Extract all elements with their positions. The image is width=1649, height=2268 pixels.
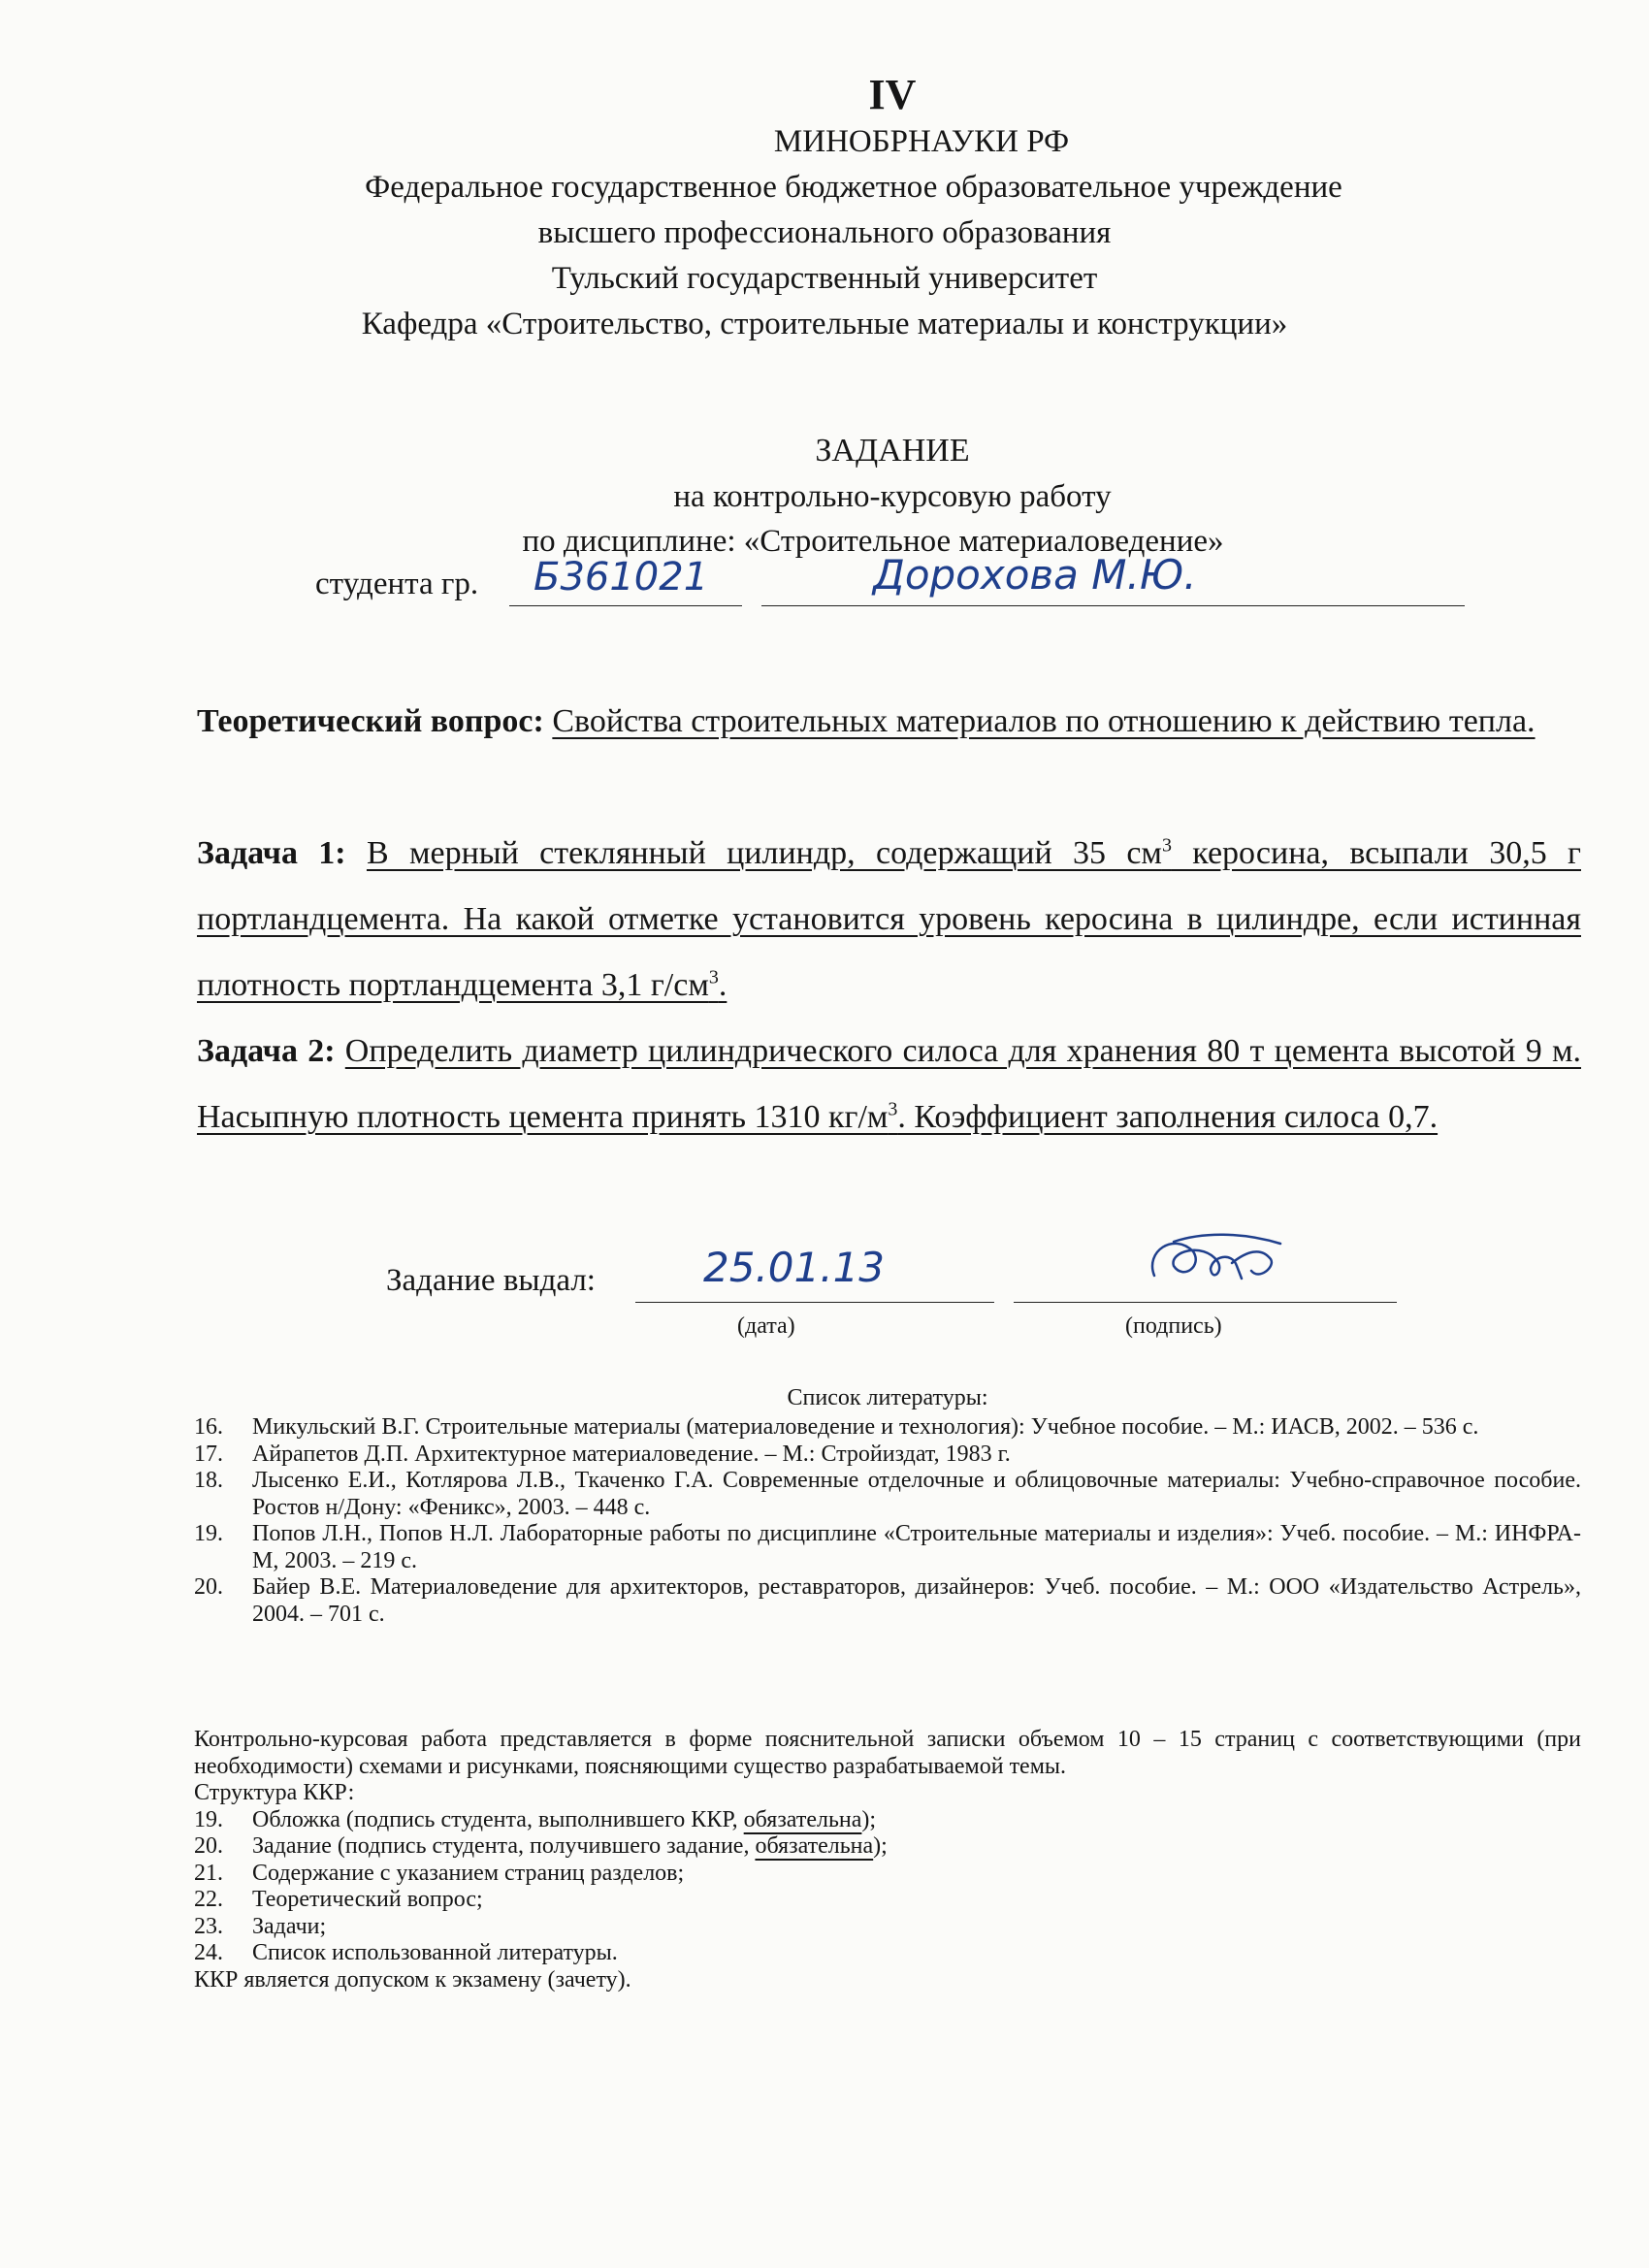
structure-label: Структура ККР: [194, 1780, 355, 1805]
literature-item: 18. Лысенко Е.И., Котлярова Л.В., Ткаченко Г.А. Современные отделочные и облицовочные материалы: Учебно-справочное пособие. Ростов н/Дону: «Феникс», 2003. – 448 с. [194, 1468, 1581, 1520]
task-1-sup-a: 3 [1161, 834, 1172, 857]
institution-line-2: высшего профессионального образования [537, 215, 1112, 250]
literature-list [194, 1414, 1581, 1628]
task-1-sup-b: 3 [708, 966, 719, 988]
requirements-footer: ККР является допуском к экзамену (зачету). [194, 1966, 631, 1993]
structure-item: 24. Список использованной литературы. [194, 1940, 618, 1965]
task-2-text-a: Определить диаметр цилиндрического силоса для хранения 80 т цемента высотой 9 м. Насыпную плотность цемента принять 1310 кг/м [197, 1033, 1582, 1135]
theory-question [197, 689, 1581, 755]
issue-date-handwritten: 25.01.13 [703, 1244, 886, 1291]
task-2 [197, 1019, 1581, 1150]
student-name-handwritten: Дорохова М.Ю. [873, 551, 1197, 599]
date-caption: (дата) [737, 1313, 795, 1339]
task-1-text-c: . [718, 967, 728, 1003]
task-1-text-b: керосина, всыпали 30,5 г портландцемента. На какой отметке установится уровень керосина в цилиндре, если истинная плотность портландцемента 3,1 г/см [197, 835, 1581, 1003]
department-name: Кафедра «Строительство, строительные материалы и конструкции» [361, 307, 1288, 341]
literature-item: 19. Попов Л.Н., Попов Н.Л. Лабораторные работы по дисциплине «Строительные материалы и изделия»: Учеб. пособие. – М.: ИНФРА-М, 2003. – 219 с. [194, 1521, 1581, 1573]
discipline-line: по дисциплине: «Строительное материаловедение» [522, 524, 1224, 559]
structure-item: 21. Содержание с указанием страниц разделов; [194, 1860, 685, 1886]
requirements-intro: Контрольно-курсовая работа представляется в форме пояснительной записки объемом 10 – 15 страниц с соответствующими (при необходимости) схемами и рисунками, поясняющими существо разрабатываемой темы. [194, 1727, 1581, 1779]
handwritten-signature [1135, 1222, 1290, 1300]
date-underline [635, 1302, 994, 1303]
student-group-label: студента гр. [315, 567, 479, 601]
document-title: ЗАДАНИЕ [815, 433, 970, 469]
requirements-block [194, 1727, 1581, 1993]
task-1-label: Задача 1: [197, 835, 346, 871]
literature-title: Список литературы: [787, 1385, 988, 1410]
issued-by-label: Задание выдал: [386, 1263, 596, 1298]
document-subtitle: на контрольно-курсовую работу [673, 479, 1112, 514]
task-2-label: Задача 2: [197, 1033, 336, 1069]
signature-caption: (подпись) [1125, 1313, 1222, 1339]
university-name: Тульский государственный университет [551, 261, 1098, 296]
task-2-text-b: . Коэффициент заполнения силоса 0,7. [897, 1099, 1439, 1135]
name-underline [761, 605, 1465, 606]
structure-item: 20. Задание (подпись студента, получившего задание, обязательна); [194, 1833, 888, 1859]
task-2-sup-a: 3 [888, 1098, 898, 1120]
structure-item: 23. Задачи; [194, 1913, 327, 1939]
ministry-name: МИНОБРНАУКИ РФ [773, 124, 1070, 159]
section-number: IV [868, 71, 917, 118]
task-1-text-a: В мерный стеклянный цилиндр, содержащий 35 см [366, 835, 1162, 871]
structure-item: 19. Обложка (подпись студента, выполнившего ККР, обязательна); [194, 1806, 877, 1832]
student-group-handwritten: Б361021 [534, 555, 709, 599]
theory-text: Свойства строительных материалов по отношению к действию тепла. [552, 703, 1536, 739]
theory-label: Теоретический вопрос: [197, 703, 544, 739]
group-underline [509, 605, 742, 606]
structure-item: 22. Теоретический вопрос; [194, 1887, 483, 1912]
literature-item: 16. Микульский В.Г. Строительные материалы (материаловедение и технология): Учебное пособие. – М.: ИАСВ, 2002. – 536 с. [194, 1414, 1479, 1440]
literature-item: 17. Айрапетов Д.П. Архитектурное материаловедение. – М.: Стройиздат, 1983 г. [194, 1441, 1011, 1467]
task-1 [197, 821, 1581, 1019]
literature-item: 20. Байер В.Е. Материаловедение для архитекторов, реставраторов, дизайнеров: Учеб. пособие. – М.: ООО «Издательство Астрель», 2004. – 701 с. [194, 1574, 1581, 1627]
institution-line-1: Федеральное государственное бюджетное образовательное учреждение [365, 170, 1342, 205]
signature-underline [1014, 1302, 1397, 1303]
